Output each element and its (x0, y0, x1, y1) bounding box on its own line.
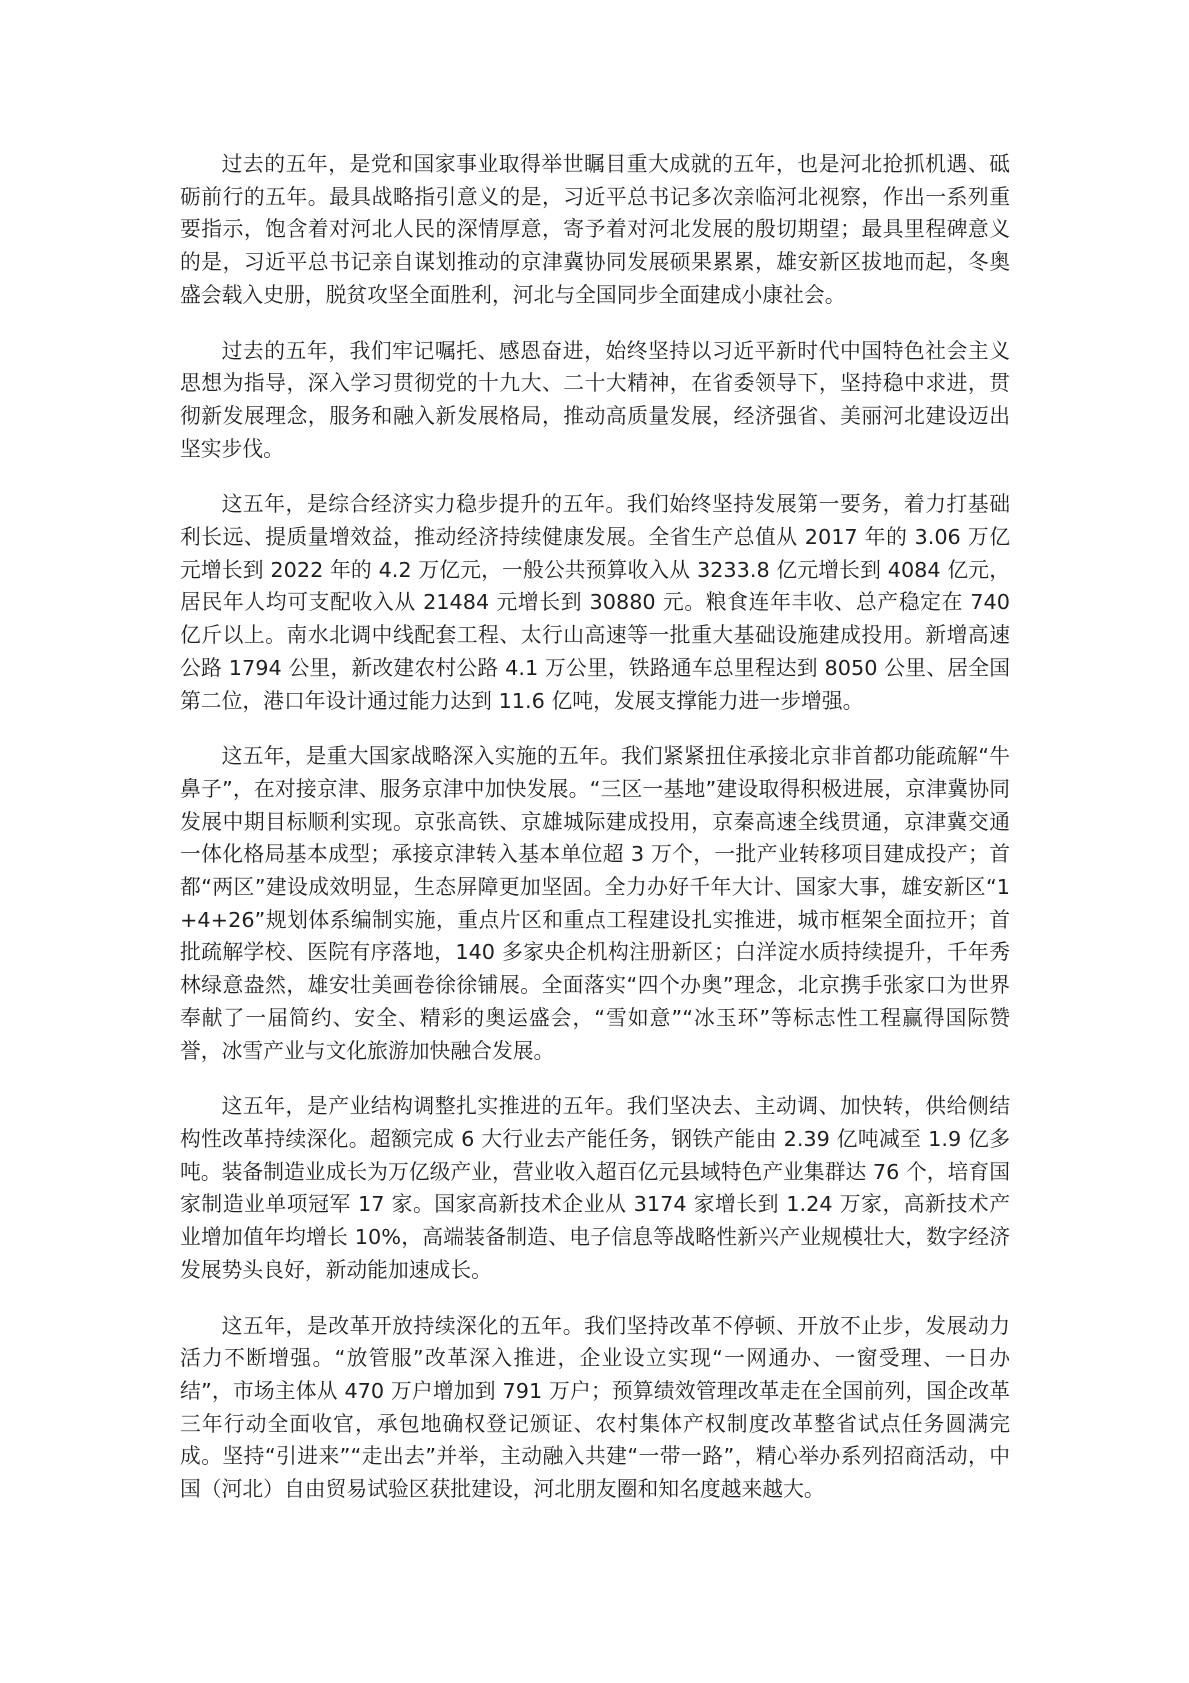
paragraph-3: 这五年，是综合经济实力稳步提升的五年。我们始终坚持发展第一要务，着力打基础利长远、提质量增效益，推动经济持续健康发展。全省生产总值从 2017 年的 3.06 万亿元增长到 2022 年的 4.2 万亿元，一般公共预算收入从 3233.8 亿元增长到 4084 亿元，居民年人均可支配收入从 21484 元增长到 30880 元。粮食连年丰收、总产稳定在 740 亿斤以上。南水北调中线配套工程、太行山高速等一批重大基础设施建成投用。新增高速公路 1794 公里，新改建农村公路 4.1 万公里，铁路通车总里程达到 8050 公里、居全国第二位，港口年设计通过能力达到 11.6 亿吨，发展支撑能力进一步增强。 (180, 492, 1010, 713)
paragraph-2: 过去的五年，我们牢记嘱托、感恩奋进，始终坚持以习近平新时代中国特色社会主义思想为指导，深入学习贯彻党的十九大、二十大精神，在省委领导下，坚持稳中求进，贯彻新发展理念，服务和融入新发展格局，推动高质量发展，经济强省、美丽河北建设迈出坚实步伐。 (180, 338, 1010, 461)
paragraph-5: 这五年，是产业结构调整扎实推进的五年。我们坚决去、主动调、加快转，供给侧结构性改革持续深化。超额完成 6 大行业去产能任务，钢铁产能由 2.39 亿吨减至 1.9 亿多吨。装备制造业成长为万亿级产业，营业收入超百亿元县域特色产业集群达 76 个，培育国家制造业单项冠军 17 家。国家高新技术企业从 3174 家增长到 1.24 万家，高新技术产业增加值年均增长 10%，高端装备制造、电子信息等战略性新兴产业规模壮大，数字经济发展势头良好，新动能加速成长。 (180, 1094, 1010, 1282)
paragraph-6: 这五年，是改革开放持续深化的五年。我们坚持改革不停顿、开放不止步，发展动力活力不断增强。“放管服”改革深入推进，企业设立实现“一网通办、一窗受理、一日办结”，市场主体从 470 万户增加到 791 万户；预算绩效管理改革走在全国前列，国企改革三年行动全面收官，承包地确权登记颁证、农村集体产权制度改革整省试点任务圆满完成。坚持“引进来”“走出去”并举，主动融入共建“一带一路”，精心举办系列招商活动，中国（河北）自由贸易试验区获批建设，河北朋友圈和知名度越来越大。 (180, 1313, 1010, 1502)
document-body (180, 148, 1010, 1529)
paragraph-4: 这五年，是重大国家战略深入实施的五年。我们紧紧扭住承接北京非首都功能疏解“牛鼻子”，在对接京津、服务京津中加快发展。“三区一基地”建设取得积极进展，京津冀协同发展中期目标顺利实现。京张高铁、京雄城际建成投用，京秦高速全线贯通，京津冀交通一体化格局基本成型；承接京津转入基本单位超 3 万个，一批产业转移项目建成投产；首都“两区”建设成效明显，生态屏障更加坚固。全力办好千年大计、国家大事，雄安新区“1+4+26”规划体系编制实施，重点片区和重点工程建设扎实推进，城市框架全面拉开；首批疏解学校、医院有序落地，140 多家央企机构注册新区；白洋淀水质持续提升，千年秀林绿意盎然，雄安壮美画卷徐徐铺展。全面落实“四个办奥”理念，北京携手张家口为世界奉献了一届简约、安全、精彩的奥运盛会，“雪如意”“冰玉环”等标志性工程赢得国际赞誉，冰雪产业与文化旅游加快融合发展。 (180, 744, 1010, 1063)
paragraph-1: 过去的五年，是党和国家事业取得举世瞩目重大成就的五年，也是河北抢抓机遇、砥砺前行的五年。最具战略指引意义的是，习近平总书记多次亲临河北视察，作出一系列重要指示，饱含着对河北人民的深情厚意，寄予着对河北发展的殷切期望；最具里程碑意义的是，习近平总书记亲自谋划推动的京津冀协同发展硕果累累，雄安新区拔地而起，冬奥盛会载入史册，脱贫攻坚全面胜利，河北与全国同步全面建成小康社会。 (180, 152, 1010, 307)
